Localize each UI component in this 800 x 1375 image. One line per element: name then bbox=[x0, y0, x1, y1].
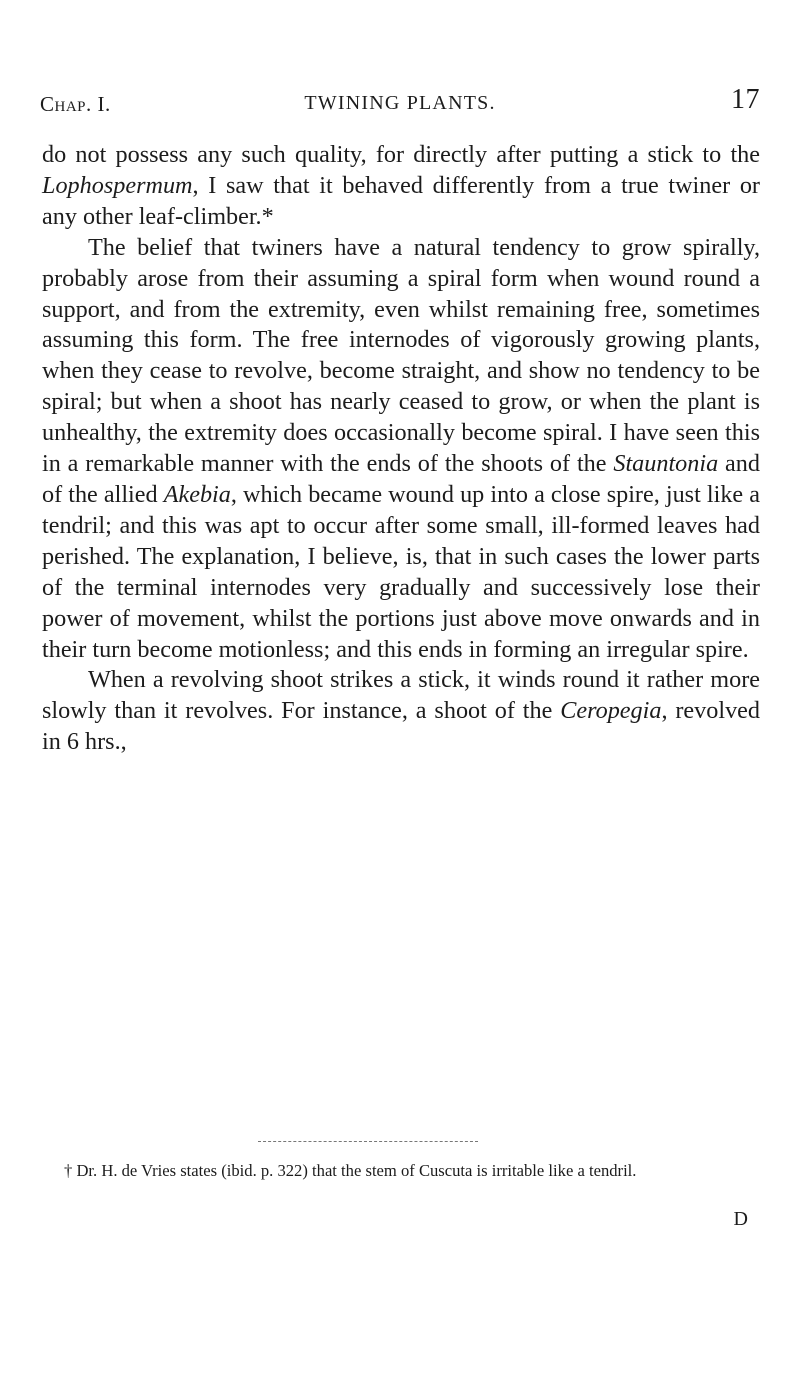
paragraph-2 bbox=[42, 233, 760, 666]
chapter-label: Chap. I. bbox=[40, 92, 111, 116]
text-run: , I saw that it behaved differently from a true twiner or any other leaf-climber.* bbox=[42, 171, 760, 230]
text-run: The belief that twiners have a natural tendency to grow spirally, probably arose from their assuming a spiral form when wound round a support, and from the extremity, even whilst remaining free, sometimes assuming this form. The free internodes of vigorously growing plants, when they cease to revolve, become straight, and show no tendency to be spiral; but when a shoot has nearly ceased to grow, or when the plant is unhealthy, the extremity does occasionally become spiral. I have seen this in a remarkable manner with the ends of the shoots of the bbox=[42, 233, 760, 478]
italic-term: Ceropegia bbox=[560, 697, 662, 725]
footnote-text: † Dr. H. de Vries states (ibid. p. 322) that the stem of Cuscuta is irritable like a tendril. bbox=[64, 1161, 637, 1180]
running-head bbox=[40, 84, 760, 124]
paragraph-1 bbox=[42, 140, 760, 233]
italic-term: Stauntonia bbox=[613, 450, 719, 478]
text-run: When a revolving shoot strikes a stick, it winds round it rather more slowly than it revolves. For instance, a shoot of the bbox=[42, 666, 760, 725]
paragraph-3 bbox=[42, 665, 760, 758]
italic-term: Lophospermum bbox=[42, 171, 193, 199]
page-number: 17 bbox=[731, 84, 760, 115]
body-text bbox=[42, 140, 760, 758]
text-run: , revolved in 6 hrs., bbox=[42, 697, 760, 756]
running-title: TWINING PLANTS. bbox=[304, 92, 496, 114]
signature-mark: D bbox=[733, 1208, 748, 1230]
text-run: , which became wound up into a close spire, just like a tendril; and this was apt to occur after some small, ill-formed leaves had perished. The explanation, I believe, is, that in such cases the lower parts of the terminal internodes very gradually and successively lose their power of movement, whilst the portions just above move onwards and in their turn become motionless; and this ends in forming an irregular spire. bbox=[42, 480, 760, 663]
footnote-rule bbox=[258, 1141, 478, 1142]
italic-term: Akebia bbox=[163, 480, 231, 508]
footnote bbox=[42, 1159, 760, 1182]
text-run: do not possess any such quality, for directly after putting a stick to the bbox=[42, 141, 760, 168]
text-run: and of the allied bbox=[42, 450, 760, 508]
